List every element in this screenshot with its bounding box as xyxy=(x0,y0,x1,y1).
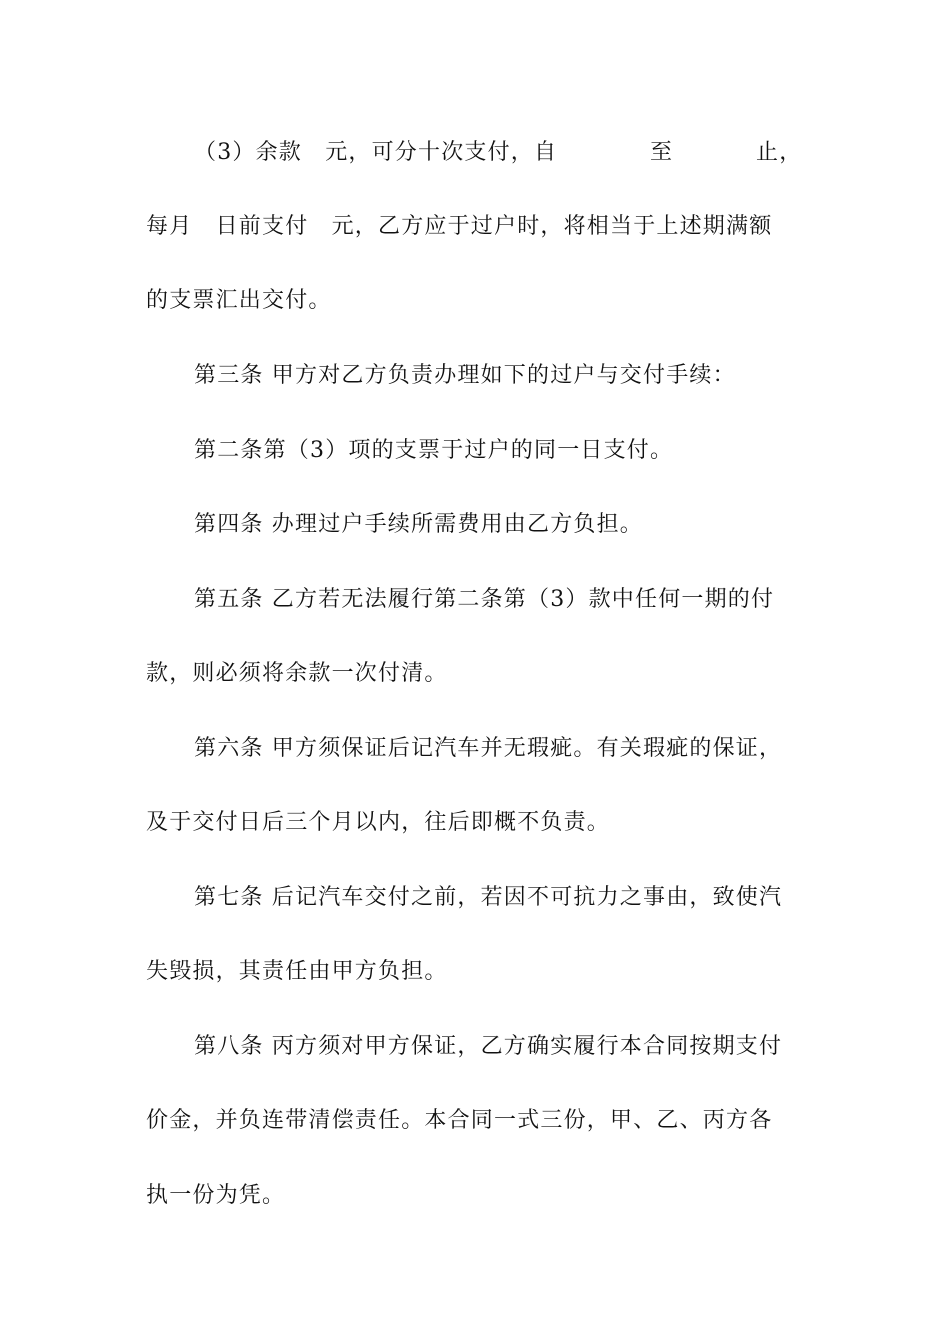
article-6-line-2: 及于交付日后三个月以内，往后即概不负责。 xyxy=(146,810,611,835)
period-to-label: 至 xyxy=(650,140,674,165)
article-5-line-2: 款，则必须将余款一次付清。 xyxy=(146,661,448,686)
article-3-item: 第二条第（3）项的支票于过户的同一日支付。 xyxy=(194,438,674,463)
article-8-line-1: 第八条 丙方须对甲方保证，乙方确实履行本合同按期支付 xyxy=(194,1034,783,1059)
remaining-payment-clause: （3）余款 元，可分十次支付，自 xyxy=(194,140,558,165)
period-end-label: 止， xyxy=(756,140,803,165)
paragraph-3-line-3: 的支票汇出交付。 xyxy=(146,288,332,313)
article-8-line-2: 价金，并负连带清偿责任。本合同一式三份，甲、乙、丙方各 xyxy=(146,1108,773,1133)
article-3: 第三条 甲方对乙方负责办理如下的过户与交付手续： xyxy=(194,363,736,388)
article-7-line-1: 第七条 后记汽车交付之前，若因不可抗力之事由，致使汽 xyxy=(194,885,783,910)
article-5-line-1: 第五条 乙方若无法履行第二条第（3）款中任何一期的付 xyxy=(194,587,775,612)
article-4: 第四条 办理过户手续所需费用由乙方负担。 xyxy=(194,512,643,537)
article-7-line-2: 失毁损，其责任由甲方负担。 xyxy=(146,959,448,984)
article-6-line-1: 第六条 甲方须保证后记汽车并无瑕疵。有关瑕疵的保证， xyxy=(194,736,783,761)
article-8-line-3: 执一份为凭。 xyxy=(146,1183,286,1208)
paragraph-3-line-2: 每月 日前支付 元，乙方应于过户时，将相当于上述期满额 xyxy=(146,214,773,239)
